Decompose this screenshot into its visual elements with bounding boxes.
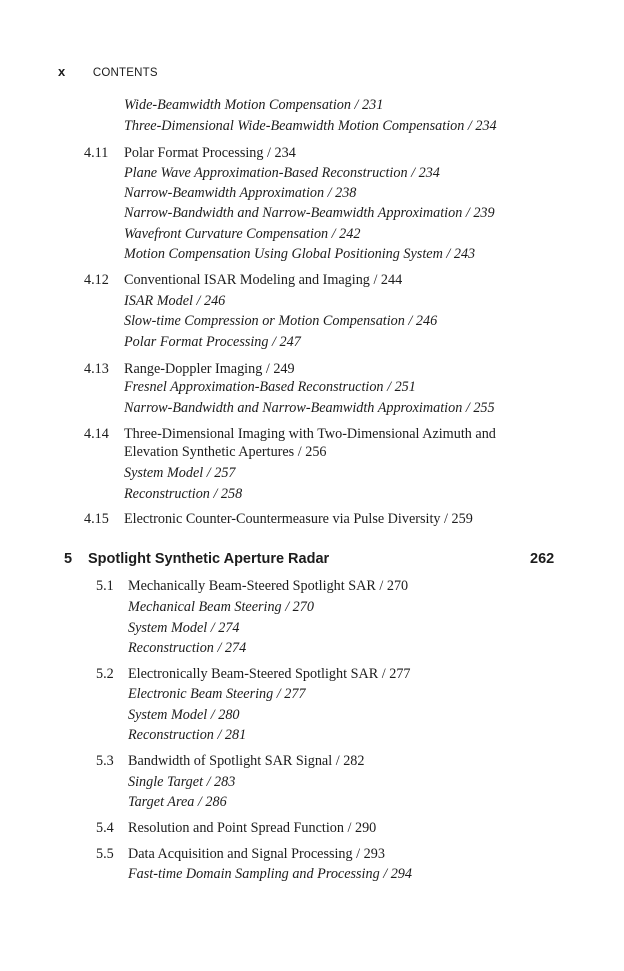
toc-subentry: Mechanical Beam Steering / 270 (128, 599, 314, 615)
section-number: 4.12 (84, 272, 109, 288)
toc-subentry: Single Target / 283 (128, 774, 236, 790)
toc-subentry: ISAR Model / 246 (124, 293, 226, 309)
section-title: Electronic Counter-Countermeasure via Pulse Diversity / 259 (124, 511, 473, 527)
section-title: Data Acquisition and Signal Processing / 293 (128, 846, 385, 862)
toc-subentry: Reconstruction / 281 (128, 727, 247, 743)
toc-subentry: Motion Compensation Using Global Positioning System / 243 (124, 246, 476, 262)
section-number: 4.11 (84, 145, 109, 161)
toc-subentry: Reconstruction / 258 (124, 486, 243, 502)
toc-subentry: Fast-time Domain Sampling and Processing / 294 (128, 866, 412, 882)
section-title-continued: Elevation Synthetic Apertures / 256 (124, 444, 327, 460)
toc-subentry: Narrow-Beamwidth Approximation / 238 (124, 185, 357, 201)
section-number: 4.15 (84, 511, 109, 527)
toc-subentry: Target Area / 286 (128, 794, 227, 810)
section-title: Mechanically Beam-Steered Spotlight SAR / 270 (128, 578, 409, 594)
section-number: 5.3 (96, 753, 114, 769)
toc-subentry: System Model / 257 (124, 465, 236, 481)
section-number: 5.2 (96, 666, 114, 682)
chapter-title: Spotlight Synthetic Aperture Radar (88, 551, 330, 567)
toc-subentry: System Model / 274 (128, 620, 240, 636)
toc-subentry: Plane Wave Approximation-Based Reconstruction / 234 (124, 165, 440, 181)
section-title: Electronically Beam-Steered Spotlight SAR / 277 (128, 666, 411, 682)
toc-subentry: Wavefront Curvature Compensation / 242 (124, 226, 361, 242)
toc-subentry: System Model / 280 (128, 707, 240, 723)
section-number: 5.5 (96, 846, 114, 862)
toc-subentry: Narrow-Bandwidth and Narrow-Beamwidth Approximation / 255 (124, 400, 495, 416)
section-title: Resolution and Point Spread Function / 290 (128, 820, 377, 836)
section-title: Bandwidth of Spotlight SAR Signal / 282 (128, 753, 365, 769)
toc-subentry: Reconstruction / 274 (128, 640, 247, 656)
toc-subentry: Wide-Beamwidth Motion Compensation / 231 (124, 97, 384, 113)
section-number: 4.13 (84, 361, 109, 377)
toc-subentry: Slow-time Compression or Motion Compensation / 246 (124, 313, 438, 329)
chapter-number: 5 (64, 551, 73, 567)
toc-subentry: Electronic Beam Steering / 277 (128, 686, 306, 702)
section-title: Three-Dimensional Imaging with Two-Dimensional Azimuth and (124, 426, 496, 442)
toc-subentry: Fresnel Approximation-Based Reconstruction / 251 (124, 379, 416, 395)
section-number: 5.1 (96, 578, 114, 594)
section-number: 4.14 (84, 426, 109, 442)
page-number: x (58, 64, 66, 79)
section-number: 5.4 (96, 820, 114, 836)
header-label: CONTENTS (92, 67, 158, 79)
toc-subentry: Narrow-Bandwidth and Narrow-Beamwidth Approximation / 239 (124, 205, 495, 221)
section-title: Polar Format Processing / 234 (124, 145, 296, 161)
chapter-page: 262 (530, 551, 555, 567)
toc-subentry: Three-Dimensional Wide-Beamwidth Motion Compensation / 234 (124, 118, 497, 134)
running-header (58, 64, 158, 79)
toc-subentry: Polar Format Processing / 247 (124, 334, 301, 350)
section-title: Range-Doppler Imaging / 249 (124, 361, 295, 377)
section-title: Conventional ISAR Modeling and Imaging / 244 (124, 272, 403, 288)
